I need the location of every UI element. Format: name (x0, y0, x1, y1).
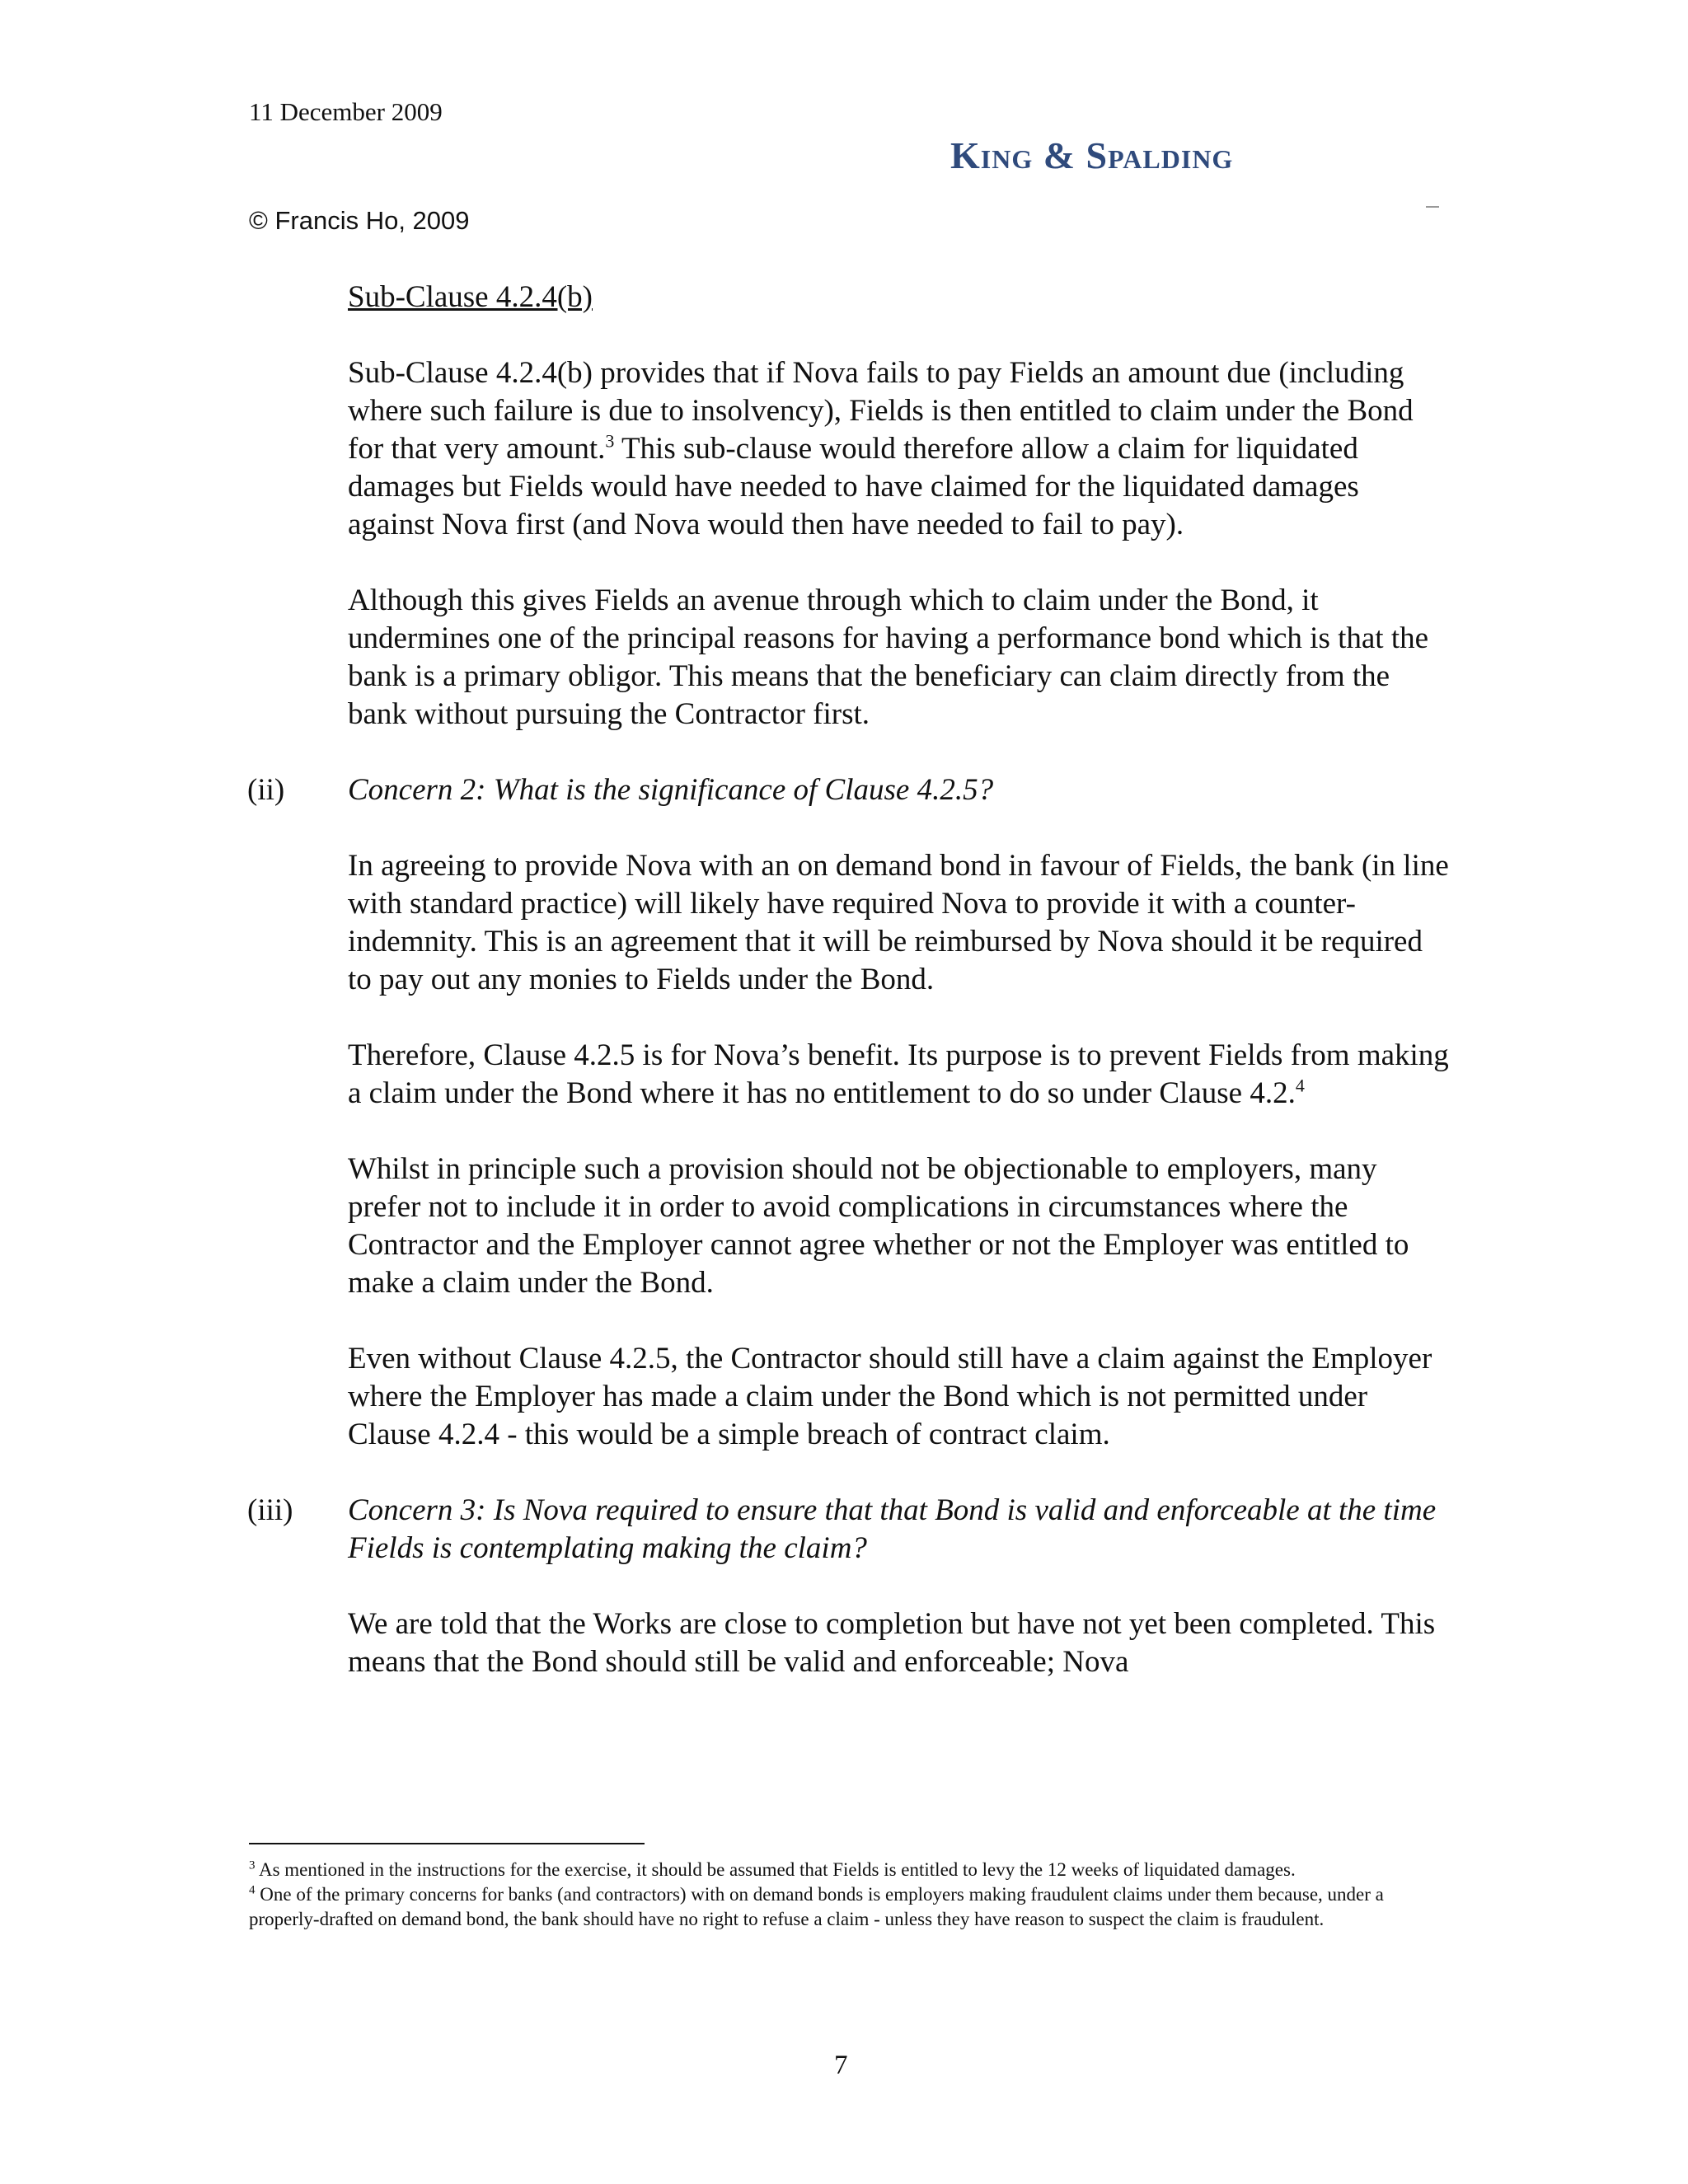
footnote-number: 3 (249, 1858, 256, 1872)
paragraph-text: Therefore, Clause 4.2.5 is for Nova’s benefit. Its purpose is to prevent Fields from making a claim under the Bond where it has no entitlement to do so under Clause 4.2. (348, 1038, 1449, 1110)
footnote-3 (249, 1858, 1436, 1882)
paragraph (348, 354, 1452, 544)
item-number: (ii) (247, 773, 285, 807)
concern-heading (247, 771, 1452, 809)
document-date: 11 December 2009 (249, 97, 443, 126)
footnote-number: 4 (249, 1883, 256, 1897)
paragraph-text: Sub-Clause 4.2.4(b) provides that if Nova fails to pay Fields an amount due (including where such failure is due to insolvency), Fields is then entitled to claim under the Bond for that very amount. (348, 356, 1414, 466)
footnote-text: One of the primary concerns for banks (and contractors) with on demand bonds is employers making fraudulent claims under them because, under a properly-drafted on demand bond, the bank should have no right to refuse a claim - unless they have reason to suspect the claim is fraudulent. (249, 1884, 1384, 1929)
concern-heading (247, 1492, 1452, 1568)
footnote-ref-3[interactable]: 3 (605, 430, 615, 452)
paragraph: We are told that the Works are close to completion but have not yet been completed. This means that the Bond should still be valid and enforceable; Nova (348, 1607, 1436, 1679)
copyright-notice: © Francis Ho, 2009 (249, 206, 470, 235)
footnote-4 (249, 1882, 1436, 1932)
paragraph: Even without Clause 4.2.5, the Contractor should still have a claim against the Employer where the Employer has made a claim under the Bond which is not permitted under Clause 4.2.4 - this would be a simple breach of contract claim. (348, 1342, 1432, 1451)
footnote-ref-4[interactable]: 4 (1295, 1075, 1305, 1096)
concern-title: Concern 3: Is Nova required to ensure that that Bond is valid and enforceable at the time Fields is contemplating making the claim? (348, 1493, 1437, 1565)
page-number: 7 (834, 2050, 848, 2080)
firm-logo: King & Spalding (950, 134, 1234, 176)
paragraph: In agreeing to provide Nova with an on demand bond in favour of Fields, the bank (in line with standard practice) will likely have required Nova to provide it with a counter-indemnity. This is an agreement that it will be reimbursed by Nova should it be required to pay out any monies to Fields under the Bond. (348, 849, 1449, 996)
item-number: (iii) (247, 1493, 293, 1527)
paragraph-text: This sub-clause would therefore allow a claim for liquidated damages but Fields would have needed to have claimed for the liquidated damages against Nova first (and Nova would then have needed to fail to pay). (348, 432, 1359, 541)
paragraph: Whilst in principle such a provision should not be objectionable to employers, many prefer not to include it in order to avoid complications in circumstances where the Contractor and the Employer cannot agree whether or not the Employer was entitled to make a claim under the Bond. (348, 1152, 1409, 1300)
document-body (247, 279, 1452, 1719)
footnote-separator (249, 1843, 645, 1844)
concern-title: Concern 2: What is the significance of Clause 4.2.5? (348, 773, 994, 807)
paragraph (348, 1037, 1452, 1113)
section-heading: Sub-Clause 4.2.4(b) (348, 280, 593, 314)
header-mark (1426, 206, 1439, 208)
paragraph: Although this gives Fields an avenue through which to claim under the Bond, it undermines one of the principal reasons for having a performance bond which is that the bank is a primary obligor. This means that the beneficiary can claim directly from the bank without pursuing the Contractor first. (348, 583, 1429, 731)
footnotes (249, 1858, 1436, 1932)
footnote-text: As mentioned in the instructions for the exercise, it should be assumed that Fields is entitled to levy the 12 weeks of liquidated damages. (255, 1859, 1296, 1880)
